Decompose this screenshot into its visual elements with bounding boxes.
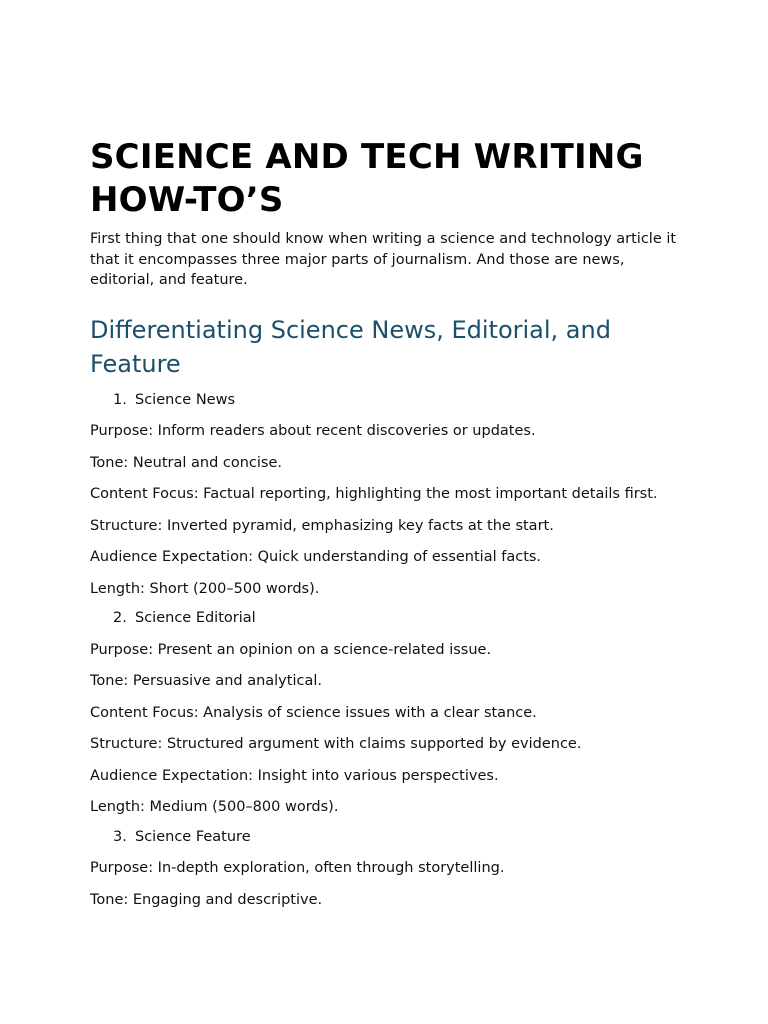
list-label: Science News [135,391,235,408]
list-number: 3. [113,828,127,845]
feature-purpose: Purpose: In-depth exploration, often through storytelling. [90,860,505,876]
editorial-structure: Structure: Structured argument with claims supported by evidence. [90,736,582,752]
editorial-audience: Audience Expectation: Insight into various perspectives. [90,767,499,784]
list-number: 2. [113,610,127,626]
feature-tone: Tone: Engaging and descriptive. [90,891,323,908]
editorial-length: Length: Medium (500–800 words). [90,799,339,815]
editorial-tone: Tone: Persuasive and analytical. [90,673,322,689]
section-feature [90,827,680,911]
section-heading: Differentiating Science News, Editorial, and Feature [90,315,611,378]
news-audience: Audience Expectation: Quick understanding of essential facts. [90,549,542,565]
list-number: 1. [113,391,127,408]
list-label: Science Editorial [135,610,256,626]
list-item-science-feature [90,827,680,848]
editorial-content-focus: Content Focus: Analysis of science issues with a clear stance. [90,704,537,721]
list-label: Science Feature [135,828,251,845]
list-item-science-editorial [90,608,680,629]
document-title: SCIENCE AND TECH WRITING HOW-TO’S [90,137,644,220]
editorial-purpose: Purpose: Present an opinion on a science-related issue. [90,641,492,658]
news-length: Length: Short (200–500 words). [90,580,320,597]
document-page [90,136,680,910]
news-structure: Structure: Inverted pyramid, emphasizing key facts at the start. [90,517,554,534]
intro-paragraph: First thing that one should know when writing a science and technology article it that it encompasses three major parts of journalism. And those are news, editorial, and feature. [90,231,677,288]
news-content-focus: Content Focus: Factual reporting, highlighting the most important details first. [90,486,658,502]
news-tone: Tone: Neutral and concise. [90,454,283,471]
news-purpose: Purpose: Inform readers about recent discoveries or updates. [90,423,536,439]
section-editorial [90,608,680,818]
list-item-science-news [90,390,680,411]
section-news [90,390,680,600]
